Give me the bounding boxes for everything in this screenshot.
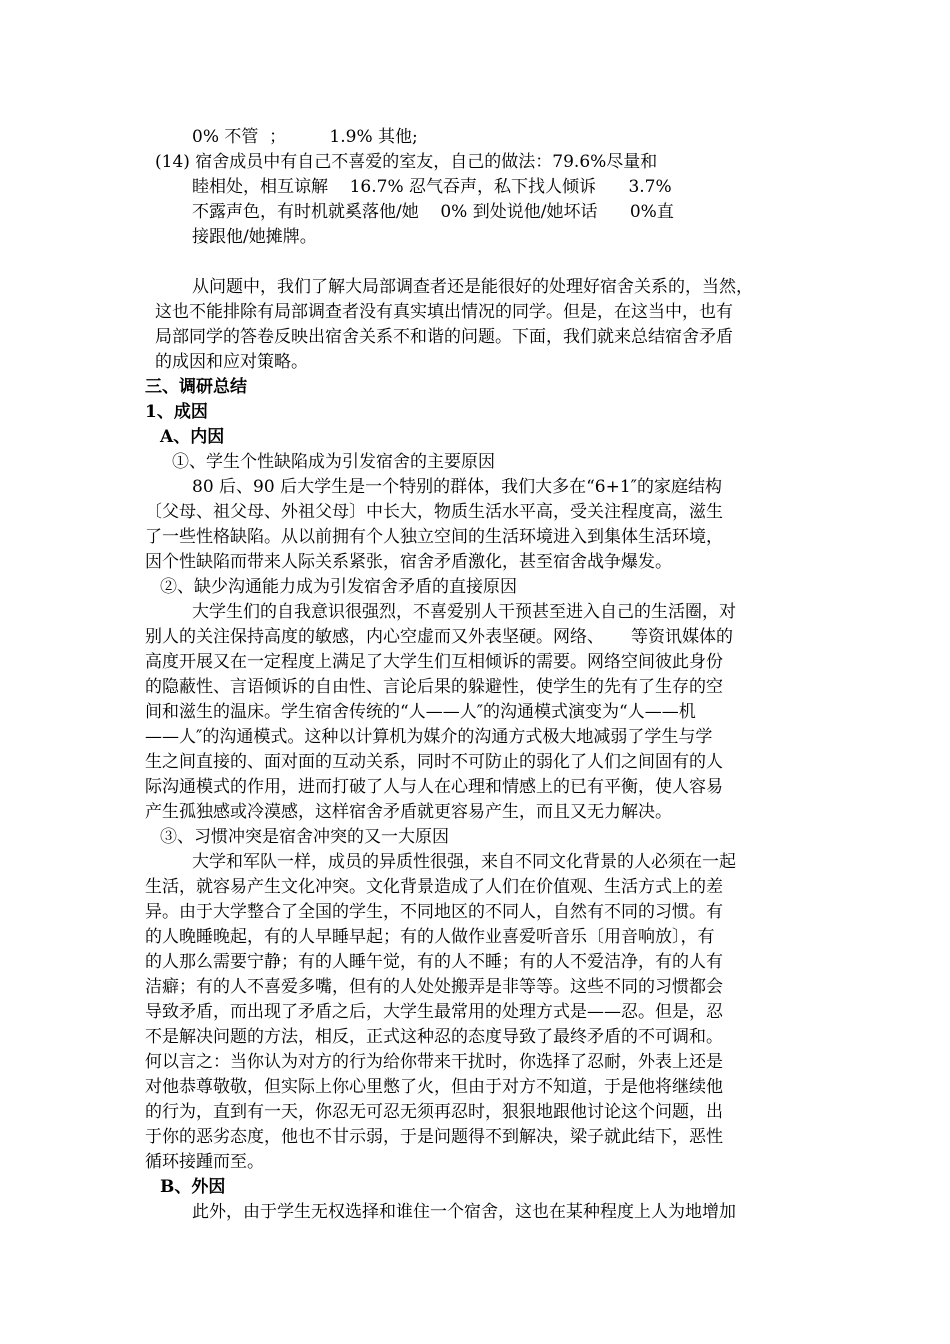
survey-item-14-line-3: 不露声色，有时机就奚落他/她 0% 到处说他/她坏话 0%直 bbox=[192, 202, 674, 222]
cause-1-line-3: 了一些性格缺陷。从以前拥有个人独立空间的生活环境进入到集体生活环境， bbox=[145, 527, 723, 547]
cause-3-line-4: 的人晚睡晚起，有的人早睡早起；有的人做作业喜爱听音乐〔用音响放〕，有 bbox=[145, 927, 715, 947]
survey-item-13-continued: 0% 不管 ； 1.9% 其他; bbox=[192, 127, 418, 147]
cause-3-line-5: 的人那么需要宁静；有的人睡午觉，有的人不睡；有的人不爱洁净，有的人有 bbox=[145, 952, 723, 972]
cause-3-heading: ③、习惯冲突是宿舍冲突的又一大原因 bbox=[160, 827, 449, 847]
cause-2-line-7: 生之间直接的、面对面的互动关系，同时不可防止的弱化了人们之间固有的人 bbox=[145, 752, 723, 772]
cause-3-line-1: 大学和军队一样，成员的异质性很强，来自不同文化背景的人必须在一起 bbox=[192, 852, 736, 872]
external-causes-heading: B、外因 bbox=[160, 1177, 226, 1197]
cause-3-line-3: 异。由于大学整合了全国的学生，不同地区的不同人，自然有不同的习惯。有 bbox=[145, 902, 723, 922]
cause-1-line-2: 〔父母、祖父母、外祖父母〕中长大，物质生活水平高，受关注程度高，滋生 bbox=[145, 502, 723, 522]
cause-2-line-2: 别人的关注保持高度的敏感，内心空虚而又外表坚硬。网络、 等资讯媒体的 bbox=[145, 627, 734, 647]
cause-1-line-4: 因个性缺陷而带来人际关系紧张，宿舍矛盾激化，甚至宿舍战争爆发。 bbox=[145, 552, 672, 572]
survey-item-14-line-2: 睦相处，相互谅解 16.7% 忍气吞声，私下找人倾诉 3.7% bbox=[192, 177, 672, 197]
cause-3-line-13: 循环接踵而至。 bbox=[145, 1152, 264, 1172]
cause-3-line-7: 导致矛盾，而出现了矛盾之后，大学生最常用的处理方式是——忍。但是，忍 bbox=[145, 1002, 723, 1022]
cause-2-line-6: ——人″的沟通模式。这种以计算机为媒介的沟通方式极大地减弱了学生与学 bbox=[145, 727, 713, 747]
subsection-heading: 1、成因 bbox=[145, 402, 208, 422]
external-causes-line-1: 此外，由于学生无权选择和谁住一个宿舍，这也在某种程度上人为地增加 bbox=[192, 1202, 736, 1222]
cause-2-heading: ②、缺少沟通能力成为引发宿舍矛盾的直接原因 bbox=[160, 577, 517, 597]
cause-1-heading: ①、学生个性缺陷成为引发宿舍的主要原因 bbox=[172, 452, 495, 472]
survey-item-14-line-4: 接跟他/她摊牌。 bbox=[192, 227, 317, 247]
cause-3-line-11: 的行为，直到有一天，你忍无可忍无须再忍时，狠狠地跟他讨论这个问题，出 bbox=[145, 1102, 723, 1122]
cause-3-line-10: 对他恭尊敬敬，但实际上你心里憋了火，但由于对方不知道，于是他将继续他 bbox=[145, 1077, 723, 1097]
cause-3-line-6: 洁癖；有的人不喜爱多嘴，但有的人处处搬弄是非等等。这些不同的习惯都会 bbox=[145, 977, 723, 997]
cause-1-line-1: 80 后、90 后大学生是一个特别的群体，我们大多在“6+1″的家庭结构 bbox=[192, 477, 722, 497]
cause-2-line-5: 间和滋生的温床。学生宿舍传统的“人——人″的沟通模式演变为“人——机 bbox=[145, 702, 696, 722]
internal-causes-heading: A、内因 bbox=[160, 427, 225, 447]
paragraph-intro-line-4: 的成因和应对策略。 bbox=[155, 352, 308, 372]
cause-3-line-2: 生活，就容易产生文化冲突。文化背景造成了人们在价值观、生活方式上的差 bbox=[145, 877, 723, 897]
cause-2-line-4: 的隐蔽性、言语倾诉的自由性、言论后果的躲避性，使学生的先有了生存的空 bbox=[145, 677, 723, 697]
paragraph-intro-line-2: 这也不能排除有局部调查者没有真实填出情况的同学。但是，在这当中，也有 bbox=[155, 302, 733, 322]
paragraph-intro-line-1: 从问题中，我们了解大局部调查者还是能很好的处理好宿舍关系的，当然， bbox=[192, 277, 753, 297]
cause-2-line-8: 际沟通模式的作用，进而打破了人与人在心理和情感上的已有平衡，使人容易 bbox=[145, 777, 723, 797]
cause-2-line-1: 大学生们的自我意识很强烈，不喜爱别人干预甚至进入自己的生活圈，对 bbox=[192, 602, 736, 622]
cause-2-line-3: 高度开展又在一定程度上满足了大学生们互相倾诉的需要。网络空间彼此身份 bbox=[145, 652, 723, 672]
paragraph-intro-line-3: 局部同学的答卷反映出宿舍关系不和谐的问题。下面，我们就来总结宿舍矛盾 bbox=[155, 327, 733, 347]
section-heading: 三、调研总结 bbox=[145, 377, 247, 397]
cause-3-line-9: 何以言之：当你认为对方的行为给你带来干扰时，你选择了忍耐，外表上还是 bbox=[145, 1052, 723, 1072]
cause-3-line-12: 于你的恶劣态度，他也不甘示弱，于是问题得不到解决，梁子就此结下，恶性 bbox=[145, 1127, 723, 1147]
cause-2-line-9: 产生孤独感或冷漠感，这样宿舍矛盾就更容易产生，而且又无力解决。 bbox=[145, 802, 672, 822]
survey-item-14: (14) 宿舍成员中有自己不喜爱的室友，自己的做法：79.6%尽量和 bbox=[155, 152, 658, 172]
cause-3-line-8: 不是解决问题的方法，相反，正式这种忍的态度导致了最终矛盾的不可调和。 bbox=[145, 1027, 723, 1047]
